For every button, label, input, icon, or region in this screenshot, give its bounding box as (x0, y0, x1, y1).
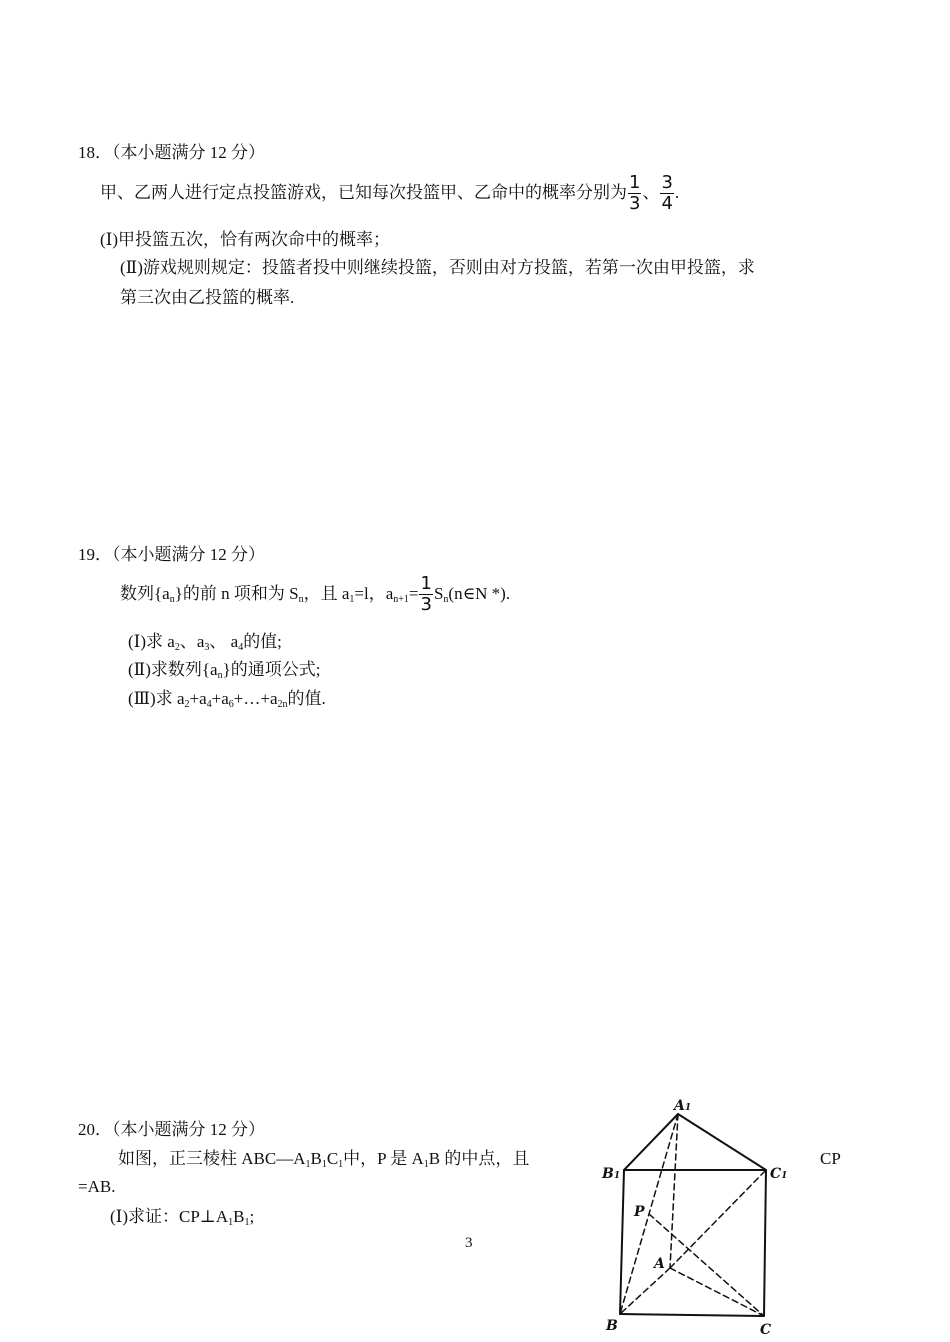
edge-a-c1 (670, 1170, 766, 1268)
edge-a-b (620, 1268, 670, 1314)
q18-part2-line1: (Ⅱ)游戏规则规定：投篮者投中则继续投篮，否则由对方投篮，若第一次由甲投篮，求 (120, 258, 755, 277)
edge-c1-c (764, 1170, 766, 1316)
q19-frac-num: 1 (420, 572, 432, 594)
q19-stem-e: = (408, 583, 419, 603)
edge-p-c (649, 1214, 764, 1316)
prism-figure (598, 1092, 788, 1342)
q18-header: 18．（本小题满分 12 分） (78, 143, 265, 162)
q18-frac1-num: 1 (629, 171, 641, 193)
q19-part3: (Ⅲ)求 $a_2+a_4+a_6+\dots+a_{2n}$的值. (128, 689, 326, 710)
q18-stem-end: . (674, 182, 680, 202)
q18-frac1-den: 3 (629, 192, 641, 214)
q18-fraction-1 (628, 171, 641, 214)
q20-header: 20．（本小题满分 12 分） (78, 1120, 265, 1139)
label-a1: A1 (674, 1098, 692, 1114)
q18-fraction-2 (660, 171, 673, 214)
q19-stem-f: $S_n$ (433, 583, 449, 605)
page-number: 3 (465, 1235, 473, 1251)
q20-part1: (Ⅰ)求证：$CP\perp A_1B_1$; (110, 1207, 255, 1228)
q19-stem-a: 数列{$a_n$ (120, 583, 175, 605)
label-c: C (760, 1322, 772, 1338)
q19-fraction (419, 572, 432, 615)
q20-stem-tail: CP (820, 1149, 841, 1168)
q20-stem: 如图，正三棱柱 $ABC—A_1B_1C_1$中，P 是 $A_1B$ 的中点，且 (118, 1149, 530, 1170)
q18-stem-text: 甲、乙两人进行定点投篮游戏，已知每次投篮甲、乙命中的概率分别为 (100, 182, 627, 202)
q19-part2: (Ⅱ)求数列$\{a_n\}$的通项公式; (128, 660, 321, 681)
q19-part1: (Ⅰ)求 $a_2$、$a_3$、 $a_4$的值; (128, 632, 282, 653)
label-b: B (606, 1318, 618, 1334)
q18-frac2-num: 3 (661, 171, 673, 193)
edge-a1-b1 (624, 1114, 678, 1170)
edge-b1-b (620, 1170, 624, 1314)
edge-a1-c1 (678, 1114, 766, 1170)
label-a: A (654, 1256, 665, 1272)
label-b1: B1 (602, 1166, 621, 1182)
q19-header: 19．（本小题满分 12 分） (78, 545, 265, 564)
q19-stem-b: }的前 n 项和为 $S_n$ (174, 583, 304, 605)
q18-part1: (Ⅰ)甲投篮五次，恰有两次命中的概率； (100, 230, 391, 249)
q18-part2-line2: 第三次由乙投篮的概率. (120, 288, 295, 307)
q18-frac2-den: 4 (661, 192, 673, 214)
q19-stem-g: (n∈N *). (448, 583, 511, 603)
q19-stem-c: ，且 $a_1$ (303, 583, 355, 605)
q19-stem-d: =l，$a_{n+1}$ (354, 583, 409, 605)
q18-stem (100, 170, 679, 216)
label-c1: C1 (770, 1166, 788, 1182)
q18-separator: 、 (642, 182, 660, 202)
label-p: P (634, 1204, 645, 1220)
q20-stem-line2: =AB. (78, 1177, 116, 1196)
q19-frac-den: 3 (420, 593, 432, 615)
q19-stem (120, 571, 510, 617)
edge-b-c (620, 1314, 764, 1316)
